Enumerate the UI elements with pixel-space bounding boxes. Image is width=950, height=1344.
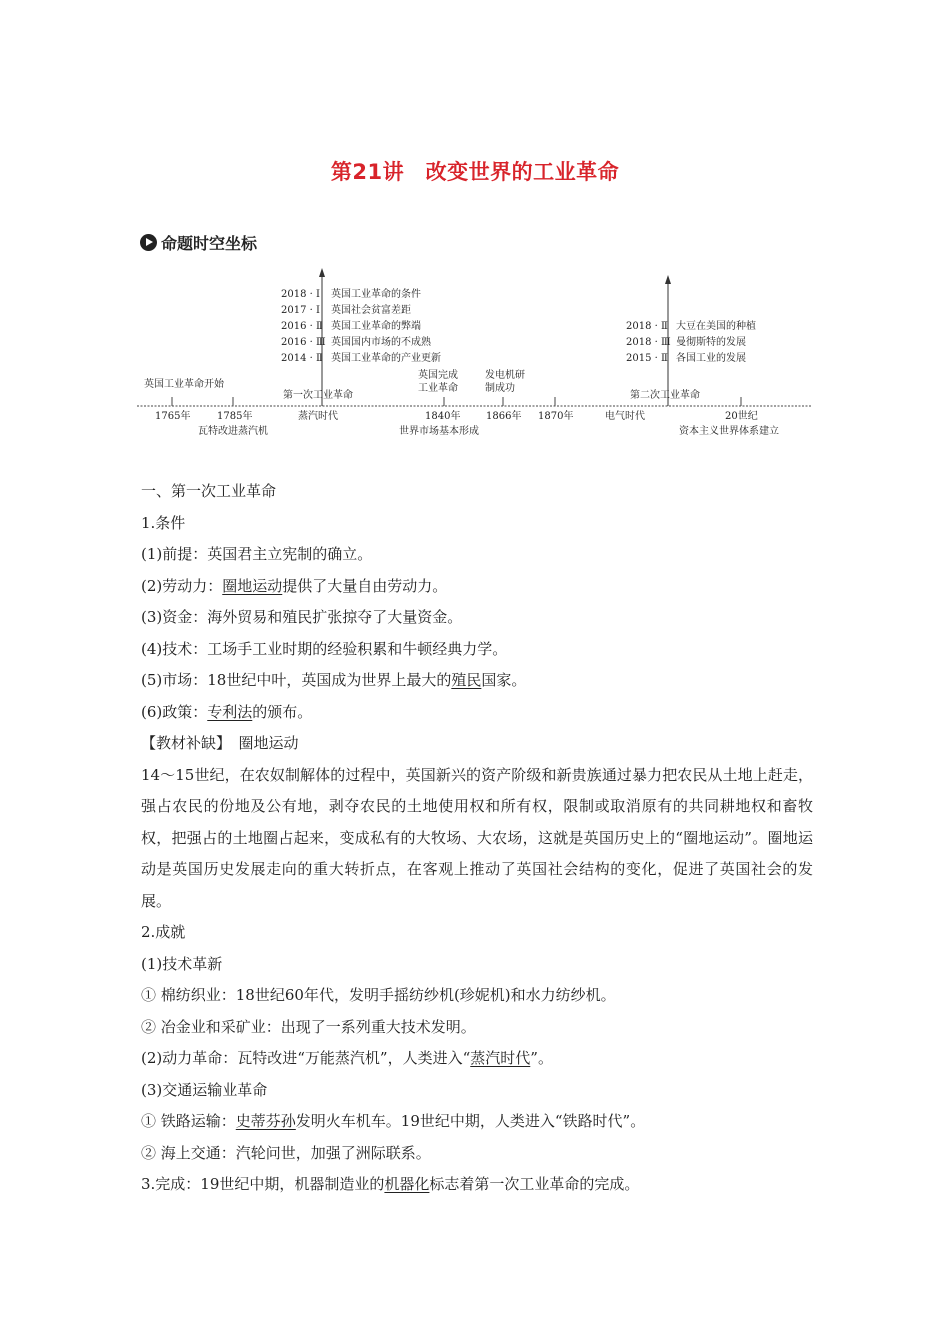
achievement-1-1: ① 棉纺织业：18世纪60年代，发明手摇纺纱机(珍妮机)和水力纺纱机。 bbox=[141, 986, 616, 1004]
supplement-heading: 【教材补缺】 圈地运动 bbox=[141, 734, 299, 752]
exam-left-year-1: 2017 · Ⅰ bbox=[281, 305, 320, 316]
exam-left-year-0: 2018 · Ⅰ bbox=[281, 289, 320, 300]
blank-mechanization: 机器化 bbox=[384, 1175, 430, 1193]
part-heading: 一、第一次工业革命 bbox=[141, 482, 277, 500]
achievement-1: (1)技术革新 bbox=[141, 954, 223, 973]
label-first-rev: 第一次工业革命 bbox=[283, 390, 353, 401]
label-start: 英国工业革命开始 bbox=[144, 379, 224, 390]
label-1765: 1765年 bbox=[155, 411, 191, 422]
exam-right-year-0: 2018 · Ⅱ bbox=[626, 321, 668, 332]
label-uk-complete-2: 工业革命 bbox=[418, 383, 458, 394]
exam-left-year-3: 2016 · Ⅲ bbox=[281, 337, 326, 348]
label-watt: 瓦特改进蒸汽机 bbox=[198, 426, 268, 437]
achievements-heading: 2.成就 bbox=[141, 923, 186, 941]
condition-1: (1)前提：英国君主立宪制的确立。 bbox=[141, 545, 373, 563]
exam-right-topic-0: 大豆在美国的种植 bbox=[676, 321, 756, 332]
label-1866: 1866年 bbox=[486, 411, 522, 422]
exam-left-topic-2: 英国工业革命的弊端 bbox=[331, 321, 421, 332]
exam-right-topic-1: 曼彻斯特的发展 bbox=[676, 337, 746, 348]
condition-2: (2)劳动力：圈地运动提供了大量自由劳动力。 bbox=[141, 576, 448, 595]
label-1785: 1785年 bbox=[217, 411, 253, 422]
page-title: 第21讲 改变世界的工业革命 bbox=[330, 160, 620, 184]
label-20c: 20世纪 bbox=[725, 411, 758, 422]
supplement-paragraph: 14～15世纪，在农奴制解体的过程中，英国新兴的资产阶级和新贵族通过暴力把农民从土地上赶走，强占农民的份地及公有地，剥夺农民的土地使用权和所有权，限制或取消原有的共同耕地权和畜牧权，把强占的土地圈占起来，变成私有的大牧场、大农场，这就是英国历史上的“圈地运动”。圈地运动是英国历史发展走向的重大转折点，在客观上推动了英国社会结构的变化，促进了英国社会的发展。 bbox=[141, 765, 813, 910]
label-electric-age: 电气时代 bbox=[605, 411, 645, 422]
achievement-3-2: ② 海上交通：汽轮问世，加强了洲际联系。 bbox=[141, 1143, 431, 1162]
achievement-1-2: ② 冶金业和采矿业：出现了一系列重大技术发明。 bbox=[141, 1017, 476, 1036]
exam-right-year-1: 2018 · Ⅲ bbox=[626, 337, 671, 348]
exam-left-topic-3: 英国国内市场的不成熟 bbox=[331, 337, 431, 348]
arrowhead-second-rev bbox=[665, 275, 671, 284]
condition-5: (5)市场：18世纪中叶，英国成为世界上最大的殖民国家。 bbox=[141, 671, 527, 689]
conditions-heading: 1.条件 bbox=[141, 513, 186, 532]
label-second-rev: 第二次工业革命 bbox=[630, 390, 700, 401]
label-generator-1: 发电机研 bbox=[485, 370, 525, 381]
condition-6: (6)政策：专利法的颁布。 bbox=[141, 702, 313, 721]
label-1870: 1870年 bbox=[538, 411, 574, 422]
arrowhead-first-rev bbox=[319, 268, 325, 277]
label-steam-age: 蒸汽时代 bbox=[298, 411, 338, 422]
label-1840: 1840年 bbox=[425, 411, 461, 422]
exam-left-topic-4: 英国工业革命的产业更新 bbox=[331, 353, 441, 364]
label-world-market: 世界市场基本形成 bbox=[399, 426, 479, 437]
exam-left-year-4: 2014 · Ⅱ bbox=[281, 353, 323, 364]
exam-left-year-2: 2016 · Ⅱ bbox=[281, 321, 323, 332]
blank-colonial: 殖民 bbox=[451, 671, 482, 689]
blank-patent-law: 专利法 bbox=[207, 702, 253, 721]
label-uk-complete-1: 英国完成 bbox=[418, 370, 458, 381]
section-heading-text: 命题时空坐标 bbox=[161, 234, 258, 253]
blank-stephenson: 史蒂芬孙 bbox=[235, 1112, 296, 1130]
exam-left-topic-1: 英国社会贫富差距 bbox=[331, 305, 411, 316]
document-body bbox=[141, 476, 813, 1201]
achievement-3: (3)交通运输业革命 bbox=[141, 1080, 268, 1099]
exam-right-year-2: 2015 · Ⅱ bbox=[626, 353, 668, 364]
exam-right-topic-2: 各国工业的发展 bbox=[676, 353, 746, 364]
achievement-2: (2)动力革命：瓦特改进“万能蒸汽机”，人类进入“蒸汽时代”。 bbox=[141, 1049, 553, 1067]
condition-4: (4)技术：工场手工业时期的经验积累和牛顿经典力学。 bbox=[141, 639, 508, 658]
timeline-diagram bbox=[0, 0, 950, 450]
completion: 3.完成：19世纪中期，机器制造业的机器化标志着第一次工业革命的完成。 bbox=[141, 1175, 640, 1193]
label-capitalist-system: 资本主义世界体系建立 bbox=[679, 426, 779, 437]
achievement-3-1: ① 铁路运输：史蒂芬孙发明火车机车。19世纪中期，人类进入“铁路时代”。 bbox=[141, 1112, 646, 1130]
exam-left-topic-0: 英国工业革命的条件 bbox=[331, 289, 421, 300]
label-generator-2: 制成功 bbox=[485, 383, 515, 394]
blank-steam-age: 蒸汽时代 bbox=[470, 1049, 531, 1067]
blank-enclosure: 圈地运动 bbox=[222, 576, 283, 595]
condition-3: (3)资金：海外贸易和殖民扩张掠夺了大量资金。 bbox=[141, 608, 463, 626]
